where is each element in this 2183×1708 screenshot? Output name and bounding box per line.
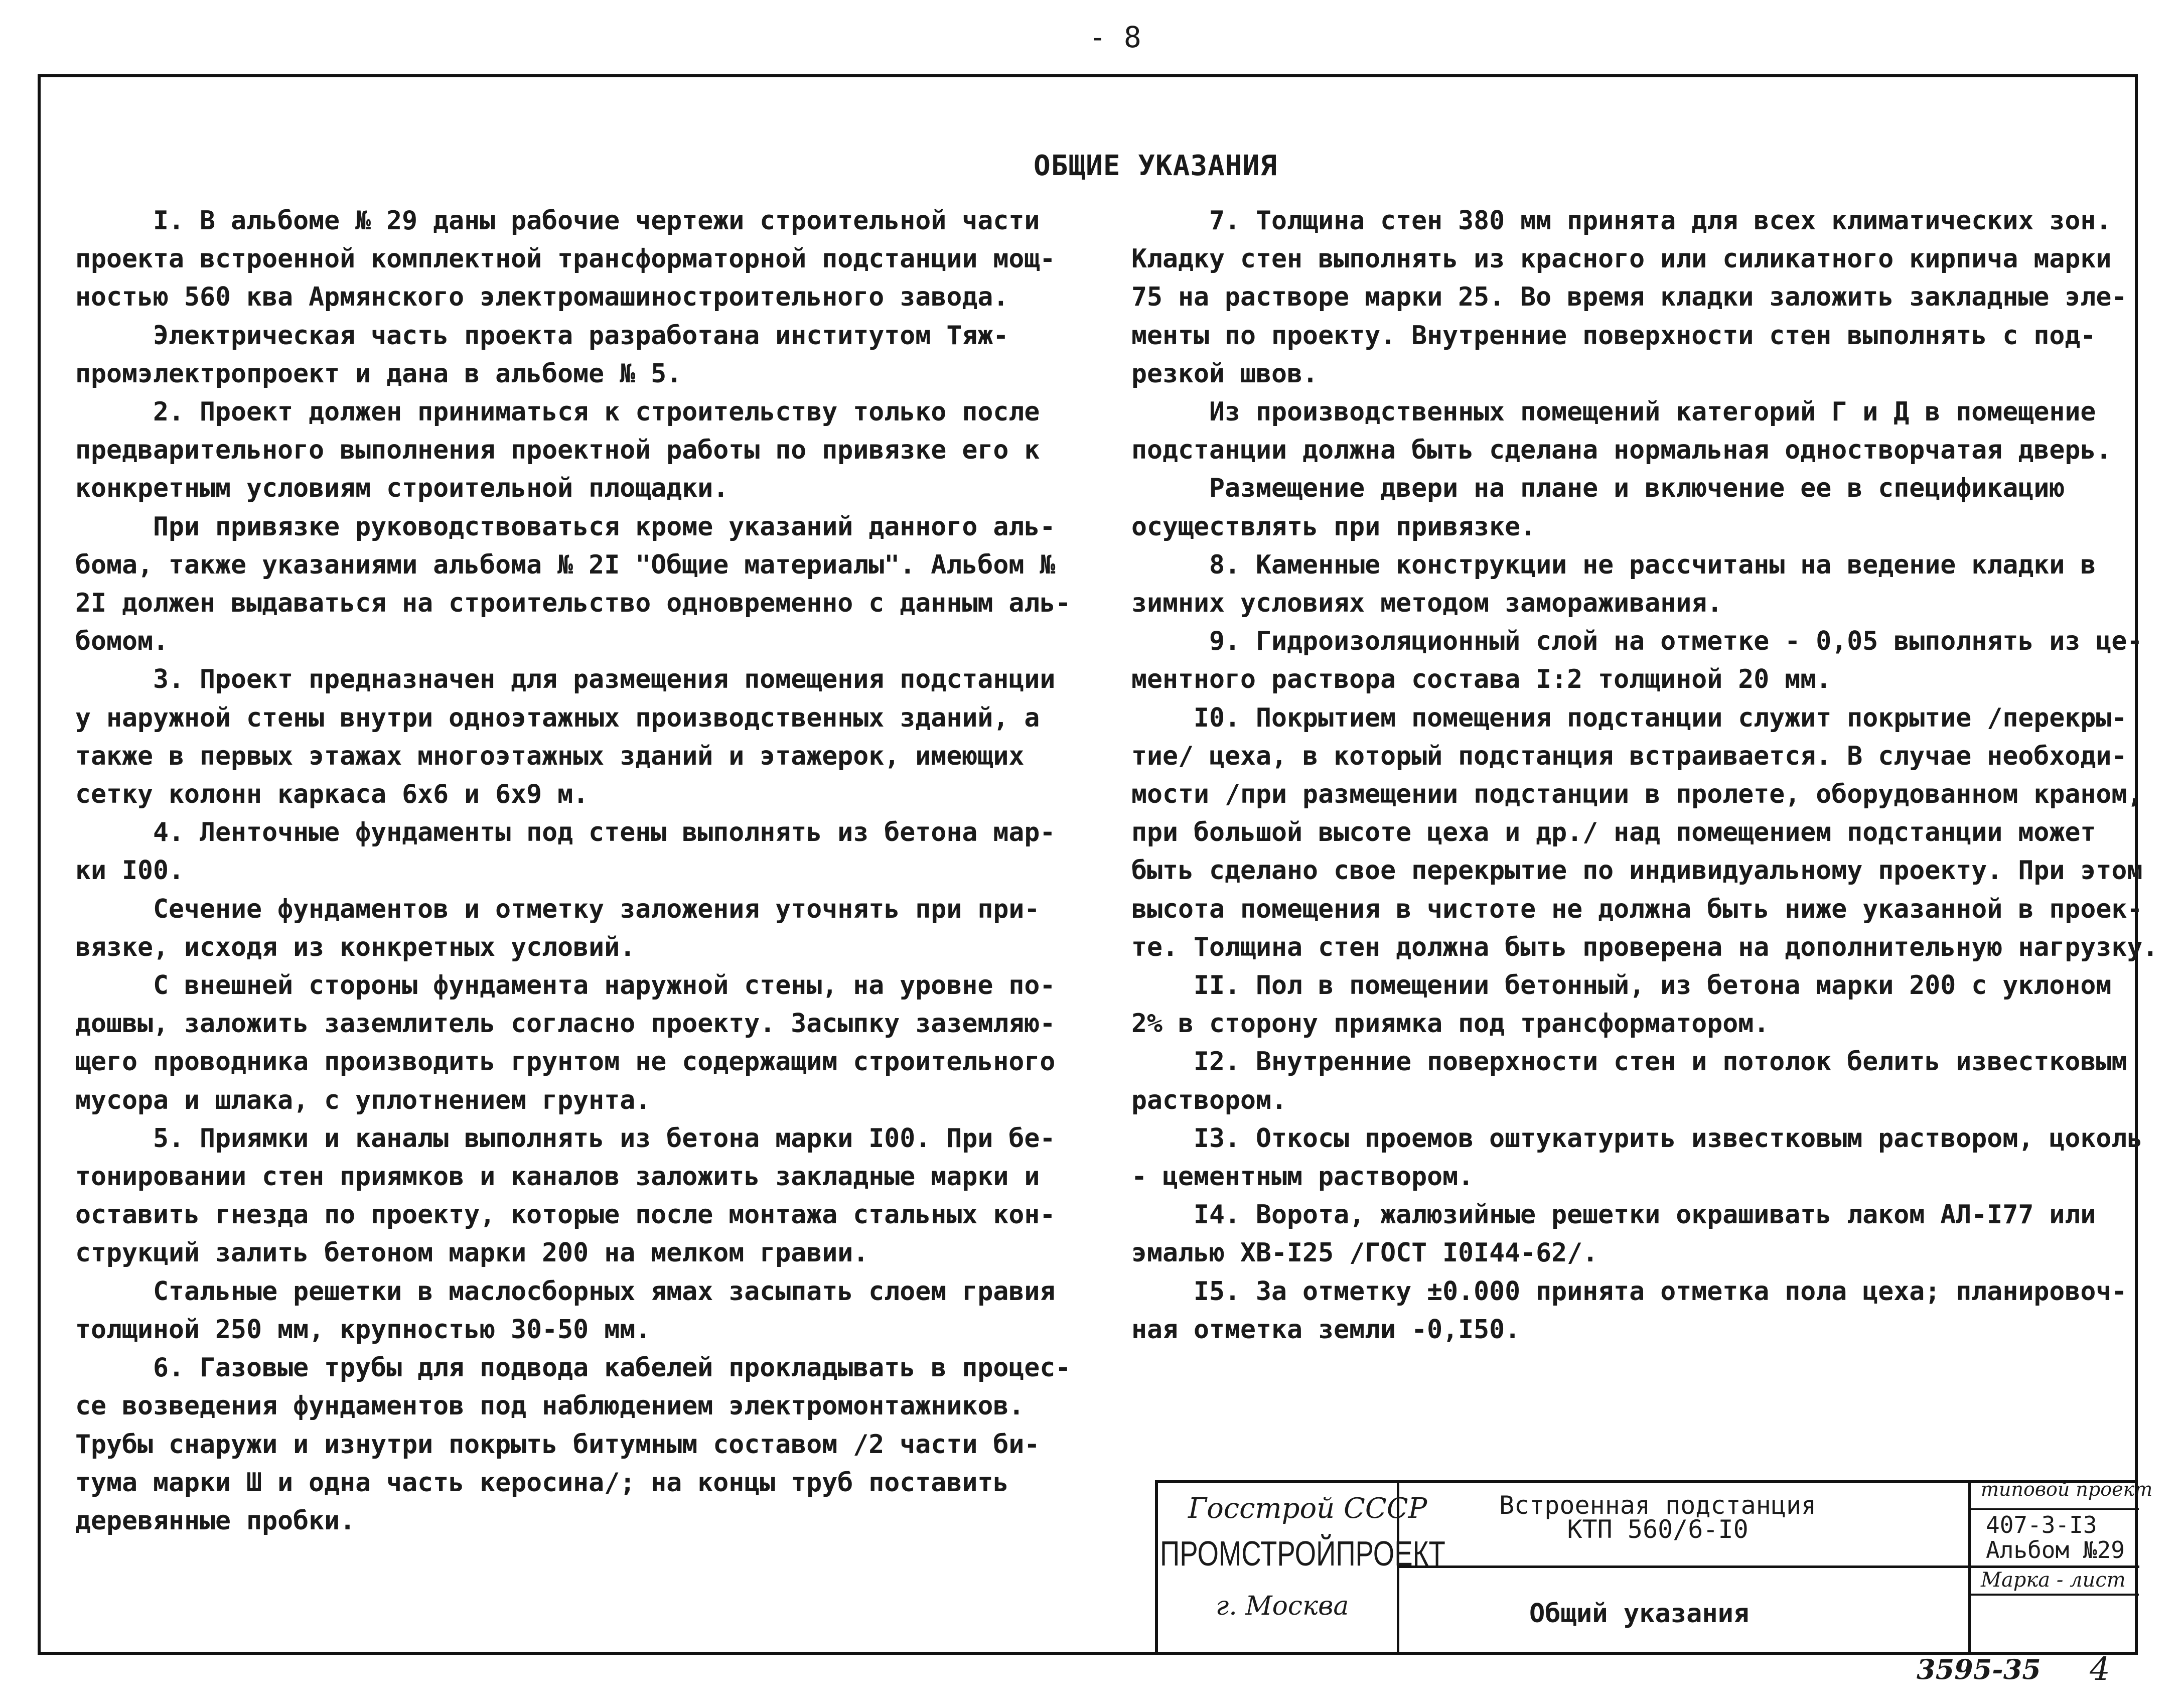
text-line: 75 на растворе марки 25. Во время кладки заложить закладные эле- (1131, 282, 2127, 313)
text-line: вязке, исходя из конкретных условий. (75, 932, 636, 962)
page-number-top: - 8 (1089, 20, 1141, 54)
text-line: С внешней стороны фундамента наружной стены, на уровне по- (75, 970, 1056, 1001)
text-line: ментного раствора состава I:2 толщиной 20 мм. (1131, 664, 1832, 695)
text-line: 7. Толщина стен 380 мм принята для всех климатических зон. (1131, 206, 2112, 236)
text-line: щего проводника производить грунтом не содержащим строительного (75, 1047, 1056, 1077)
text-line: 5. Приямки и каналы выполнять из бетона марки I00. При бе- (75, 1123, 1056, 1154)
org-city: г. Москва (1216, 1591, 1349, 1621)
text-line: I0. Покрытием помещения подстанции служит покрытие /перекры- (1131, 702, 2127, 733)
text-line: ностью 560 ква Армянского электромашиностроительного завода. (75, 282, 1009, 313)
handwritten-note: типовой проект (1981, 1478, 2153, 1500)
text-line: ки I00. (75, 856, 185, 886)
text-line: раствором. (1131, 1085, 1287, 1115)
text-line: Из производственных помещений категорий Г и Д в помещение (1131, 397, 2096, 428)
text-line: Электрическая часть проекта разработана институтом Тяж- (75, 320, 1009, 351)
text-line: у наружной стены внутри одноэтажных производственных зданий, а (75, 702, 1040, 733)
text-line: 9. Гидроизоляционный слой на отметке - 0,05 выполнять из це- (1131, 626, 2143, 657)
text-line: Кладку стен выполнять из красного или силикатного кирпича марки (1131, 244, 2112, 274)
text-line: бома, также указаниями альбома № 2I "Общие материалы". Альбом № (75, 549, 1056, 580)
text-line: оставить гнезда по проекту, которые после монтажа стальных кон- (75, 1200, 1056, 1230)
text-line: проекта встроенной комплектной трансформаторной подстанции мощ- (75, 244, 1056, 274)
text-line: 8. Каменные конструкции не рассчитаны на ведение кладки в (1131, 549, 2096, 580)
archive-number: 3595-35 (1917, 1653, 2041, 1685)
right-column (1131, 202, 2158, 1349)
text-line: при большой высоте цеха и др./ над помещением подстанции может (1131, 817, 2096, 848)
text-line: I3. Откосы проемов оштукатурить известковым раствором, цоколь (1131, 1123, 2143, 1154)
project-name (1499, 1491, 1817, 1544)
text-line: При привязке руководствоваться кроме указаний данного аль- (75, 511, 1056, 542)
text-line: 6. Газовые трубы для подвода кабелей прокладывать в процес- (75, 1353, 1071, 1383)
text-line: быть сделано свое перекрытие по индивидуальному проекту. При этом (1131, 856, 2143, 886)
org-handwritten: Госстрой СССР (1188, 1492, 1427, 1525)
text-line: I5. За отметку ±0.000 принята отметка пола цеха; планировоч- (1131, 1276, 2127, 1307)
album-number: Альбом №29 (1986, 1536, 2125, 1563)
text-line: 2% в сторону приямка под трансформатором. (1131, 1009, 1770, 1039)
text-line: дошвы, заложить заземлитель согласно проекту. Засыпку заземляю- (75, 1009, 1056, 1039)
title-block-divider (1397, 1565, 2139, 1568)
text-line: тума марки Ш и одна часть керосина/; на концы труб поставить (75, 1467, 1009, 1498)
text-line: эмалью ХВ-I25 /ГОСТ I0I44-62/. (1131, 1238, 1598, 1268)
text-line: се возведения фундаментов под наблюдением электромонтажников. (75, 1391, 1025, 1421)
text-line: тонировании стен приямков и каналов заложить закладные марки и (75, 1162, 1040, 1192)
text-line: мусора и шлака, с уплотнением грунта. (75, 1085, 651, 1115)
text-line: высота помещения в чистоте не должна быть ниже указанной в проек- (1131, 894, 2143, 924)
text-line: подстанции должна быть сделана нормальная одностворчатая дверь. (1131, 435, 2112, 466)
text-line: 4. Ленточные фундаменты под стены выполнять из бетона мар- (75, 817, 1056, 848)
text-line: тие/ цеха, в который подстанция встраивается. В случае необходи- (1131, 741, 2127, 771)
project-code (1986, 1512, 2125, 1562)
text-line: 2I должен выдаваться на строительство одновременно с данным аль- (75, 588, 1071, 619)
title-block-divider (1968, 1594, 2139, 1596)
text-line: II. Пол в помещении бетонный, из бетона марки 200 с уклоном (1131, 970, 2112, 1001)
text-line: Размещение двери на плане и включение ее в спецификацию (1131, 473, 2065, 504)
text-line: мости /при размещении подстанции в пролете, оборудованном краном, (1131, 779, 2143, 810)
project-name-line: КТП 560/6-I0 (1567, 1515, 1749, 1544)
text-line: осуществлять при привязке. (1131, 511, 1536, 542)
sheet-label: Марка - лист (1981, 1569, 2126, 1592)
left-column (75, 202, 1071, 1540)
text-line: 3. Проект предназначен для размещения помещения подстанции (75, 664, 1056, 695)
text-line: промэлектропроект и дана в альбоме № 5. (75, 358, 682, 389)
text-line: резкой швов. (1131, 358, 1319, 389)
text-line: Трубы снаружи и изнутри покрыть битумным составом /2 части би- (75, 1429, 1040, 1460)
text-line: деревянные пробки. (75, 1505, 356, 1536)
text-line: зимних условиях методом замораживания. (1131, 588, 1723, 619)
project-name-line: Встроенная подстанция (1499, 1491, 1817, 1520)
text-line: 2. Проект должен приниматься к строительству только после (75, 397, 1040, 428)
text-line: - цементным раствором. (1131, 1162, 1474, 1192)
text-line: I. В альбоме № 29 даны рабочие чертежи строительной части (75, 206, 1040, 236)
project-code-number: 407-3-I3 (1986, 1511, 2097, 1538)
text-line: бомом. (75, 626, 169, 657)
title-block (1155, 1478, 2153, 1655)
text-line: Стальные решетки в маслосборных ямах засыпать слоем гравия (75, 1276, 1056, 1307)
document-title: ОБЩИЕ УКАЗАНИЯ (1034, 150, 1278, 182)
sheet-number: 4 (2090, 1651, 2110, 1688)
text-line: также в первых этажах многоэтажных зданий и этажерок, имеющих (75, 741, 1025, 771)
text-line: Сечение фундаментов и отметку заложения уточнять при при- (75, 894, 1040, 924)
text-line: предварительного выполнения проектной работы по привязке его к (75, 435, 1040, 466)
text-line: I2. Внутренние поверхности стен и потолок белить известковым (1131, 1047, 2127, 1077)
text-line: толщиной 250 мм, крупностью 30-50 мм. (75, 1314, 651, 1345)
text-line: менты по проекту. Внутренние поверхности стен выполнять с под- (1131, 320, 2096, 351)
text-line: I4. Ворота, жалюзийные решетки окрашивать лаком АЛ-I77 или (1131, 1200, 2096, 1230)
text-line: струкций залить бетоном марки 200 на мелком гравии. (75, 1238, 869, 1268)
org-name: ПРОМСТРОЙПРОЕКТ (1160, 1534, 1445, 1573)
text-line: те. Толщина стен должна быть проверена на дополнительную нагрузку. (1131, 932, 2158, 962)
text-line: конкретным условиям строительной площадки. (75, 473, 729, 504)
text-line: сетку колонн каркаса 6х6 и 6х9 м. (75, 779, 589, 810)
sheet-title: Общий указания (1529, 1599, 1750, 1629)
title-block-divider (1968, 1508, 2139, 1510)
text-line: ная отметка земли -0,I50. (1131, 1314, 1521, 1345)
